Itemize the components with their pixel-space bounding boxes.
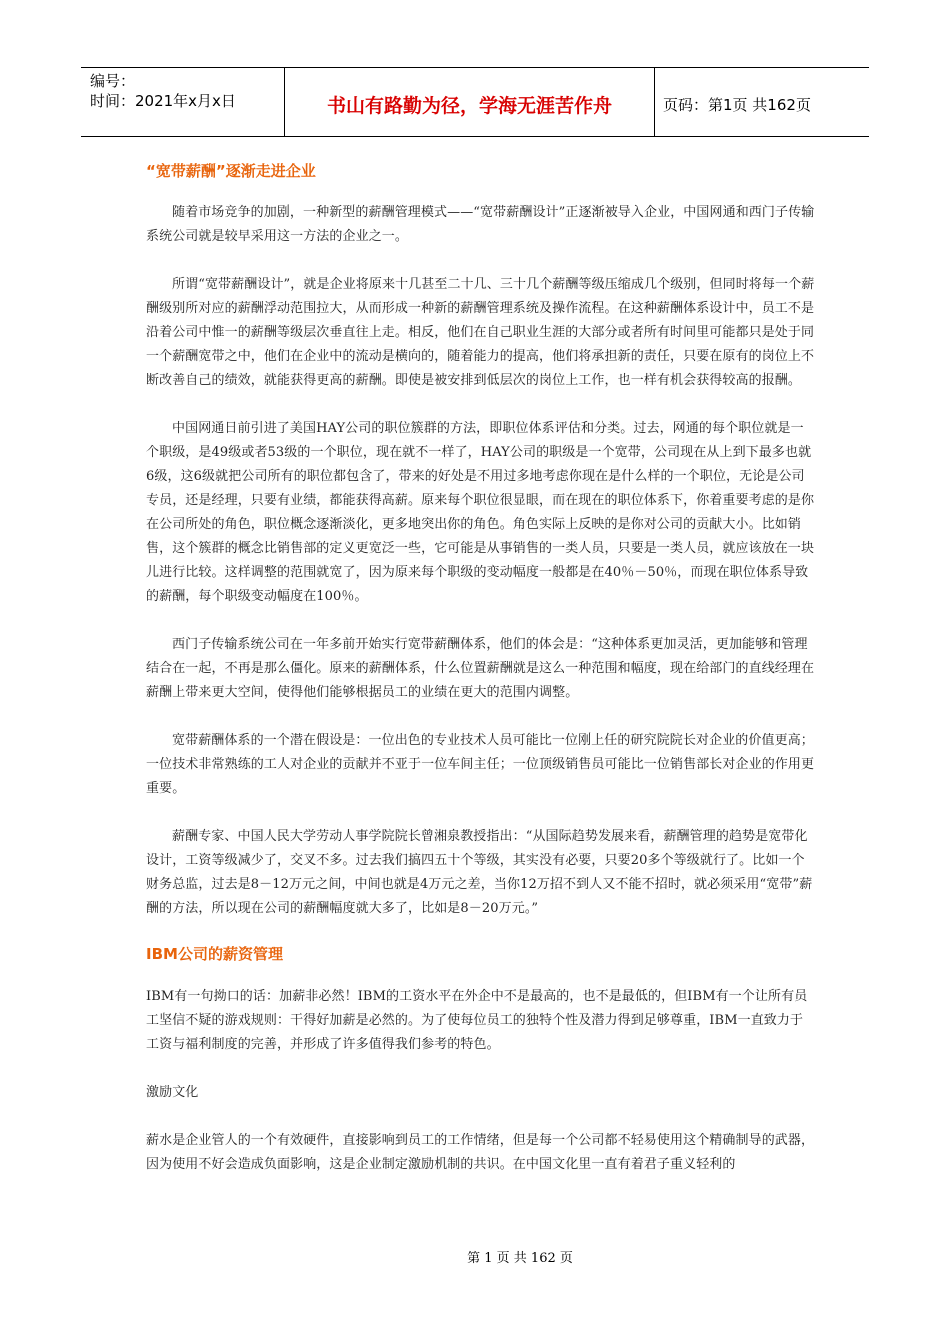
paragraph: 中国网通日前引进了美国HAY公司的职位簇群的方法，即职位体系评估和分类。过去，网通的每个职位就是一个职级，是49级或者53级的一个职位，现在就不一样了，HAY公司的职级是一个宽带，公司现在从上到下最多也就6级，这6级就把公司所有的职位都包含了，带来的好处是不用过多地考虑你现在是什么样的一个职位，无论是公司专员，还是经理，只要有业绩，都能获得高薪。原来每个职位很显眼，而在现在的职位体系下，你着重要考虑的是你在公司所处的角色，职位概念逐渐淡化，更多地突出你的角色。角色实际上反映的是你对公司的贡献大小。比如销售，这个簇群的概念比销售部的定义更宽泛一些，它可能是从事销售的一类人员，只要是一类人员，就应该放在一块儿进行比较。这样调整的范围就宽了，因为原来每个职级的变动幅度一般都是在40％－50％，而现在职位体系导致的薪酬，每个职级变动幅度在100％。 [146,421,815,604]
subheading: 激励文化 [146,1085,199,1100]
paragraph: 所谓“宽带薪酬设计”，就是企业将原来十几甚至二十几、三十几个薪酬等级压缩成几个级别，但同时将每一个薪酬级别所对应的薪酬浮动范围拉大，从而形成一种新的薪酬管理系统及操作流程。在这种薪酬体系设计中，员工不是沿着公司中惟一的薪酬等级层次垂直往上走。相反，他们在自己职业生涯的大部分或者所有时间里可能都只是处于同一个薪酬宽带之中，他们在企业中的流动是横向的，随着能力的提高，他们将承担新的责任，只要在原有的岗位上不断改善自己的绩效，就能获得更高的薪酬。即使是被安排到低层次的岗位上工作，也一样有机会获得较高的报酬。 [146,277,815,388]
paragraph: 西门子传输系统公司在一年多前开始实行宽带薪酬体系，他们的体会是：“这种体系更加灵活，更加能够和管理结合在一起，不再是那么僵化。原来的薪酬体系，什么位置薪酬就是这么一种范围和幅度，现在给部门的直线经理在薪酬上带来更大空间，使得他们能够根据员工的业绩在更大的范围内调整。 [146,637,815,700]
header-slogan: 书山有路勤为径，学海无涯苦作舟 [285,68,655,136]
section-title: “宽带薪酬”逐渐走进企业 [146,162,316,180]
time-label: 时间：2021年x月x日 [90,92,236,110]
page-footer: 第 1 页 共 162 页 [467,1251,573,1266]
header-meta [81,68,285,136]
paragraph: 随着市场竞争的加剧，一种新型的薪酬管理模式——“宽带薪酬设计”正逐渐被导入企业，中国网通和西门子传输系统公司就是较早采用这一方法的企业之一。 [146,205,815,244]
document-body [146,160,816,1177]
paragraph: IBM有一句拗口的话：加薪非必然！IBM的工资水平在外企中不是最高的，也不是最低的，但IBM有一个让所有员工坚信不疑的游戏规则：干得好加薪是必然的。为了使每位员工的独特个性及潜力得到足够尊重，IBM一直致力于工资与福利制度的完善，并形成了许多值得我们参考的特色。 [146,989,808,1052]
header-page-label: 页码：第1页 共162页 [663,95,811,114]
paragraph: 薪酬专家、中国人民大学劳动人事学院院长曾湘泉教授指出：“从国际趋势发展来看，薪酬管理的趋势是宽带化设计，工资等级减少了，交叉不多。过去我们搞四五十个等级，其实没有必要，只要20多个等级就行了。比如一个财务总监，过去是8－12万元之间，中间也就是4万元之差，当你12万招不到人又不能不招时，就必须采用“宽带”薪酬的方法，所以现在公司的薪酬幅度就大多了，比如是8－20万元。” [146,829,813,916]
section-title: IBM公司的薪资管理 [146,945,283,963]
document-header [81,67,869,137]
paragraph: 薪水是企业管人的一个有效硬件，直接影响到员工的工作情绪，但是每一个公司都不轻易使用这个精确制导的武器，因为使用不好会造成负面影响，这是企业制定激励机制的共识。在中国文化里一直有着君子重义轻利的 [146,1133,815,1172]
paragraph: 宽带薪酬体系的一个潜在假设是：一位出色的专业技术人员可能比一位刚上任的研究院院长对企业的价值更高；一位技术非常熟练的工人对企业的贡献并不亚于一位车间主任；一位顶级销售员可能比一位销售部长对企业的作用更重要。 [146,733,815,796]
number-label: 编号： [90,72,136,90]
